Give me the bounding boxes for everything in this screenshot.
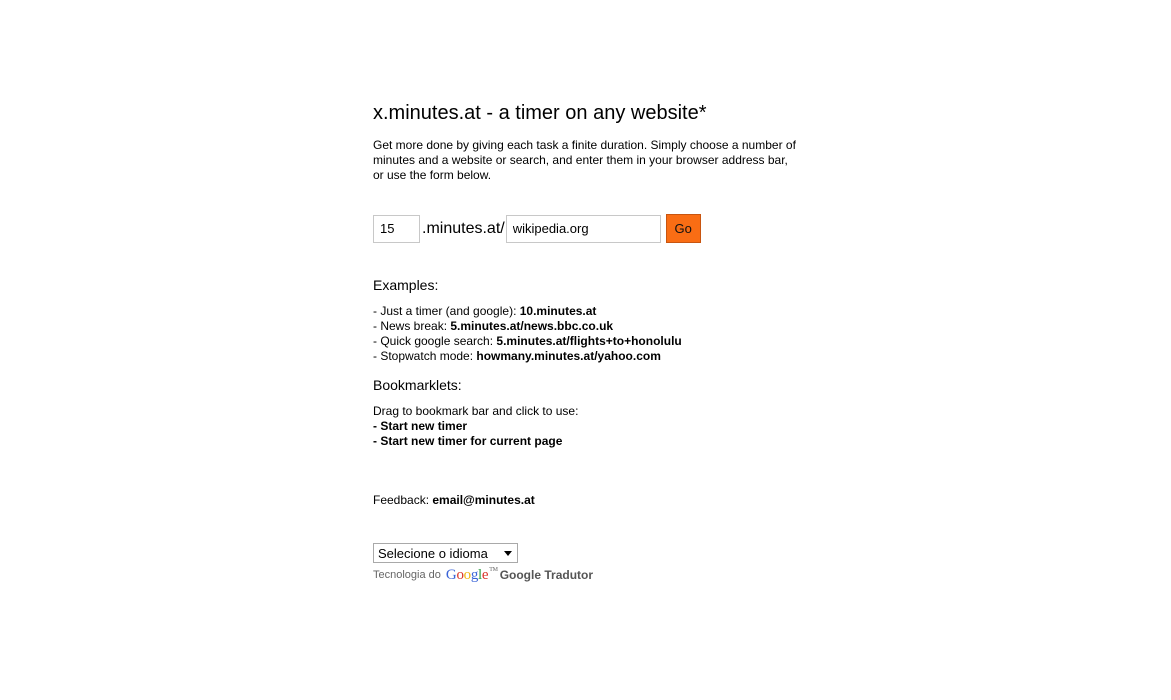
example-item — [373, 319, 803, 334]
example-link[interactable]: 5.minutes.at/news.bbc.co.uk — [450, 319, 614, 333]
language-select[interactable] — [373, 543, 518, 563]
example-link[interactable]: 10.minutes.at — [519, 304, 597, 318]
logo-letter: o — [463, 566, 471, 583]
domain-text: .minutes.at/ — [422, 219, 505, 237]
example-item — [373, 304, 803, 319]
intro-text: Get more done by giving each task a finite duration. Simply choose a number of minutes and a website or search, and enter them in your browser address bar, or use the form below. — [373, 138, 796, 182]
logo-letter: e — [481, 566, 489, 583]
logo-letter: G — [445, 566, 457, 583]
feedback-email-link[interactable]: email@minutes.at — [432, 493, 535, 507]
bookmarklet-start-timer-current-page[interactable]: Start new timer for current page — [380, 434, 563, 448]
bookmarklet-item — [373, 419, 803, 434]
logo-letter: l — [478, 566, 482, 583]
example-item — [373, 349, 803, 364]
main-content — [373, 100, 803, 584]
bookmarklet-prefix: - — [373, 434, 381, 448]
logo-letter: g — [470, 566, 479, 583]
bookmarklet-start-timer[interactable]: Start new timer — [380, 419, 468, 433]
bookmarklets-list — [373, 404, 803, 449]
page-title: x.minutes.at - a timer on any website* — [373, 102, 707, 124]
bookmarklet-instruction: Drag to bookmark bar and click to use: — [373, 404, 579, 418]
bookmarklet-item — [373, 434, 803, 449]
website-input[interactable] — [506, 215, 661, 243]
trademark-mark: TM — [489, 566, 498, 573]
example-link[interactable]: 5.minutes.at/flights+to+honolulu — [496, 334, 682, 348]
go-button[interactable]: Go — [666, 214, 701, 243]
google-translate-attribution — [373, 566, 803, 584]
feedback — [373, 493, 803, 508]
logo-letter: o — [456, 566, 464, 583]
examples-heading: Examples: — [373, 277, 439, 293]
example-link[interactable]: howmany.minutes.at/yahoo.com — [476, 349, 661, 363]
feedback-label: Feedback: — [373, 493, 433, 507]
powered-by-label: Tecnologia do — [373, 569, 441, 581]
bookmarklets-heading: Bookmarklets: — [373, 377, 462, 393]
chevron-down-icon — [504, 551, 512, 556]
example-label: - Just a timer (and google): — [373, 304, 520, 318]
minutes-input[interactable] — [373, 215, 420, 243]
google-translate-link[interactable]: Google Tradutor — [499, 568, 594, 582]
language-select-value: Selecione o idioma — [378, 545, 488, 561]
examples-list — [373, 304, 803, 364]
example-label: - Quick google search: — [373, 334, 497, 348]
timer-form — [373, 214, 803, 243]
example-label: - News break: — [373, 319, 451, 333]
example-item — [373, 334, 803, 349]
example-label: - Stopwatch mode: — [373, 349, 477, 363]
google-logo-icon[interactable] — [446, 567, 498, 584]
bookmarklet-prefix: - — [373, 419, 381, 433]
